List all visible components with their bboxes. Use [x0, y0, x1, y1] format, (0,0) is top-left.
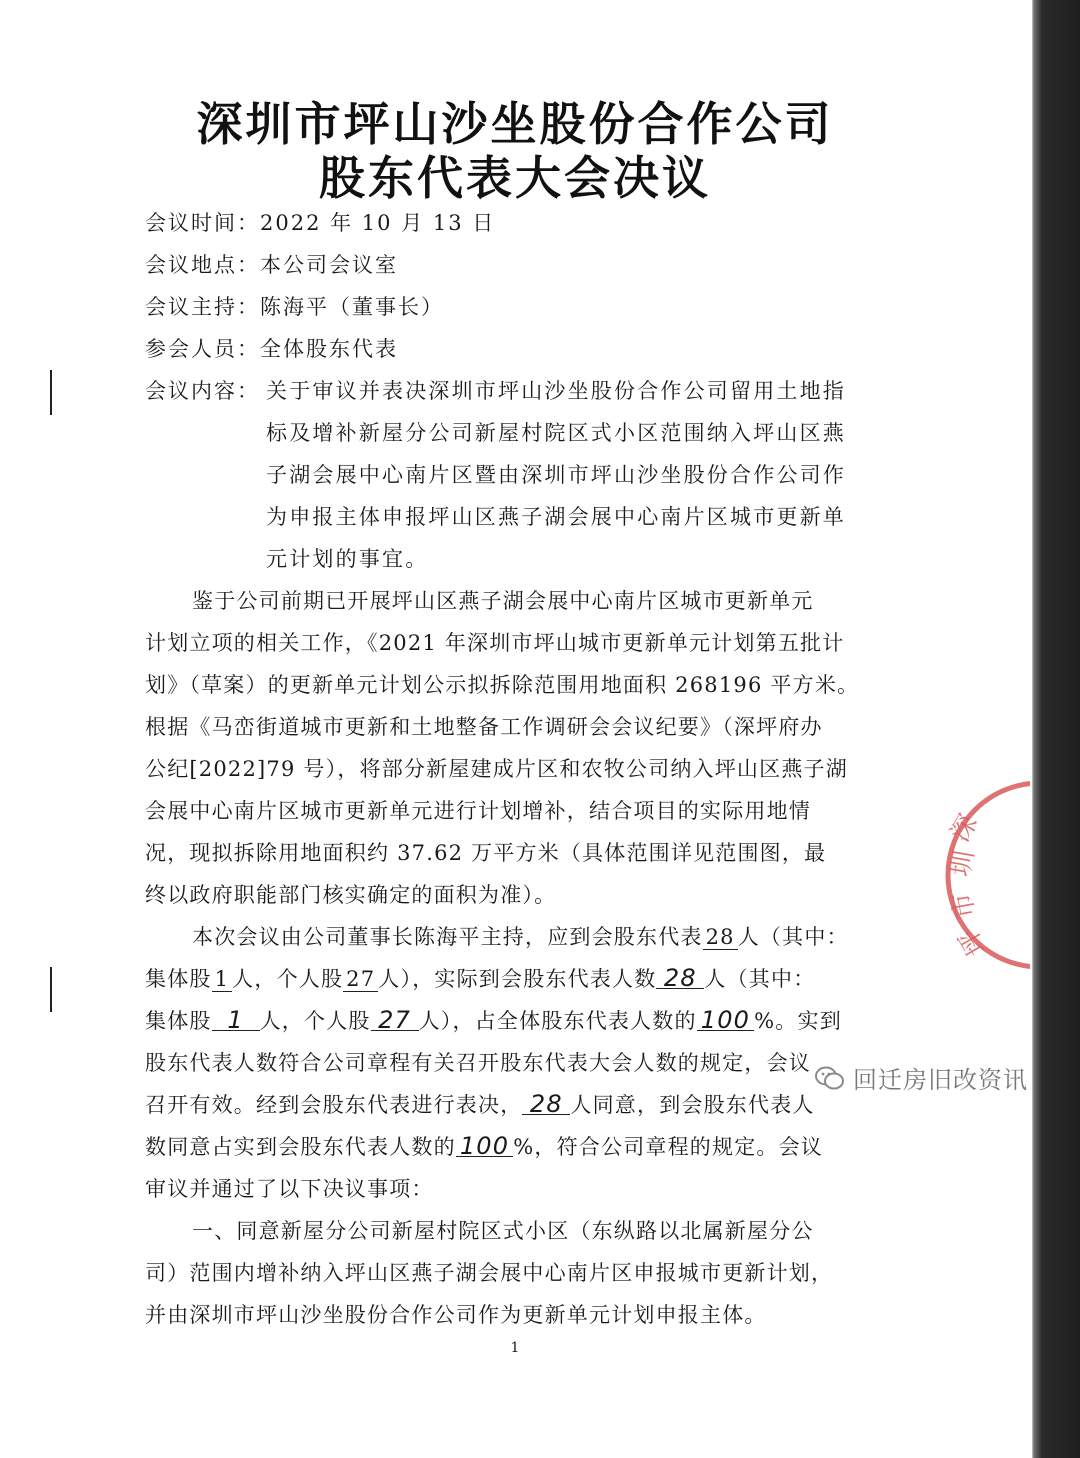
text: 集体股: [145, 967, 212, 991]
text: 数同意占实到会股东代表人数的: [145, 1135, 456, 1159]
resolution-line: 并由深圳市坪山沙坐股份合作公司作为更新单元计划申报主体。: [145, 1303, 767, 1327]
meta-meeting-time: [145, 207, 495, 237]
paragraph-line: 审议并通过了以下决议事项：: [145, 1177, 434, 1201]
margin-mark: [50, 967, 52, 1012]
attendance-line-3: [145, 1005, 842, 1035]
meta-label: 会议时间：: [145, 211, 260, 235]
expected-individual: 27: [343, 967, 378, 992]
svg-text:市: 市: [947, 890, 982, 922]
paragraph-line: 划》（草案）的更新单元计划公示拟拆除范围用地面积 268196 平方米。: [145, 673, 860, 697]
meta-meeting-place: [145, 249, 398, 279]
handwritten-actual-collective: 1: [212, 1010, 260, 1031]
content-line: 关于审议并表决深圳市坪山沙坐股份合作公司留用土地指: [266, 379, 846, 403]
svg-text:深: 深: [945, 809, 985, 848]
watermark-text: 回迁房旧改资讯: [853, 1066, 1028, 1094]
paragraph-line: 公纪[2022]79 号），将部分新屋建成片区和农牧公司纳入坪山区燕子湖: [145, 757, 848, 781]
wechat-icon: [815, 1065, 845, 1091]
text: 人（其中：: [737, 925, 849, 949]
handwritten-actual-individual: 27: [371, 1010, 419, 1031]
paragraph-line: 鉴于公司前期已开展坪山区燕子湖会展中心南片区城市更新单元: [192, 589, 814, 613]
meta-value: 本公司会议室: [260, 253, 398, 277]
paragraph-line: 计划立项的相关工作，《2021 年深圳市坪山城市更新单元计划第五批计: [145, 631, 845, 655]
scan-dark-edge: [1032, 0, 1080, 1458]
expected-total: 28: [703, 925, 738, 950]
resolution-line: 司）范围内增补纳入坪山区燕子湖会展中心南片区申报城市更新计划，: [145, 1261, 834, 1285]
vote-line-1: [145, 1089, 815, 1119]
svg-text:圳: 圳: [946, 848, 981, 879]
svg-text:坪: 坪: [953, 923, 993, 961]
text: %，符合公司章程的规定。会议: [513, 1135, 823, 1159]
paragraph-line: 会展中心南片区城市更新单元进行计划增补，结合项目的实际用地情: [145, 799, 811, 823]
meta-value: 2022 年 10 月 13 日: [260, 211, 496, 235]
text: 人（其中：: [704, 967, 816, 991]
text: %。实到: [754, 1009, 842, 1033]
page-number: 1: [510, 1340, 520, 1356]
meta-meeting-host: [145, 291, 444, 321]
paragraph-line: 况，现拟拆除用地面积约 37.62 万平方米（具体范围详见范围图，最: [145, 841, 827, 865]
resolution-line: 一、同意新屋分公司新屋村院区式小区（东纵路以北属新屋分公: [192, 1219, 814, 1243]
text: 人同意，到会股东代表人: [570, 1093, 815, 1117]
company-seal: [940, 775, 1030, 975]
text: 召开有效。经到会股东代表进行表决，: [145, 1093, 523, 1117]
content-line: 为申报主体申报坪山区燕子湖会展中心南片区城市更新单: [266, 505, 846, 529]
attendance-line-2: [145, 963, 815, 993]
meeting-content-label: 会议内容：: [145, 379, 260, 403]
account-watermark: [815, 1060, 1028, 1095]
meta-attendees: [145, 333, 398, 363]
text: 人，个人股: [259, 1009, 371, 1033]
vote-line-2: [145, 1131, 823, 1161]
paragraph-line: 根据《马峦街道城市更新和土地整备工作调研会会议纪要》（深坪府办: [145, 715, 823, 739]
document-title-line1: 深圳市坪山沙坐股份合作公司: [196, 97, 834, 151]
handwritten-actual-total: 28: [656, 968, 704, 989]
handwritten-attendance-percent: 100: [697, 1010, 754, 1031]
text: 本次会议由公司董事长陈海平主持，应到会股东代表: [192, 925, 703, 949]
paragraph-line: 终以政府职能部门核实确定的面积为准）。: [145, 883, 557, 907]
margin-mark: [50, 370, 52, 415]
expected-collective: 1: [212, 967, 233, 992]
meta-value: 陈海平（董事长）: [260, 295, 444, 319]
meta-label: 会议地点：: [145, 253, 260, 277]
document-title-line2: 股东代表大会决议: [319, 151, 711, 205]
text: 人，个人股: [232, 967, 344, 991]
content-line: 标及增补新屋分公司新屋村院区式小区范围纳入坪山区燕: [266, 421, 846, 445]
meta-label: 参会人员：: [145, 337, 260, 361]
content-line: 子湖会展中心南片区暨由深圳市坪山沙坐股份合作公司作: [266, 463, 846, 487]
text: 集体股: [145, 1009, 212, 1033]
meta-label: 会议主持：: [145, 295, 260, 319]
text: 人），实际到会股东代表人数: [378, 967, 657, 991]
meta-value: 全体股东代表: [260, 337, 398, 361]
handwritten-approval-percent: 100: [456, 1136, 513, 1157]
content-line: 元计划的事宜。: [266, 547, 429, 571]
handwritten-votes-for: 28: [522, 1094, 570, 1115]
text: 人），占全体股东代表人数的: [418, 1009, 697, 1033]
paragraph-line: 股东代表人数符合公司章程有关召开股东代表大会人数的规定，会议: [145, 1051, 811, 1075]
attendance-line-1: [192, 921, 849, 951]
